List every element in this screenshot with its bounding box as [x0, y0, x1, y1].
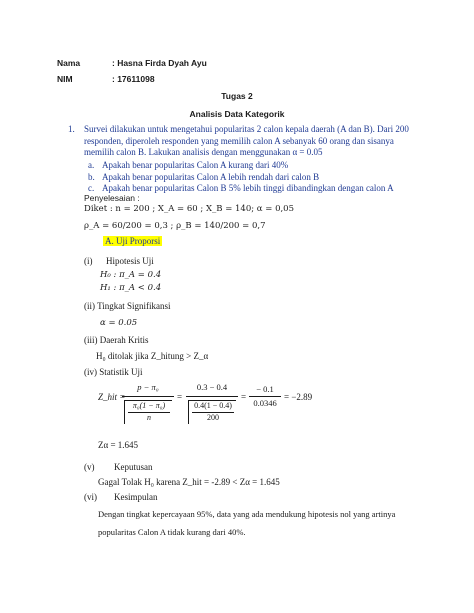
question-text: Survei dilakukan untuk mengetahui popularitas 2 calon kepala daerah (A dan B). Dari 200 responden, diperoleh responden yang memilih calon A sebanyak 60 orang dan sisanya memilih calon B. Lakukan analisis dengan menggunakan α = 0.05 — [84, 124, 409, 157]
step-2-title: (ii) Tingkat Signifikansi — [84, 301, 171, 311]
z-result: = −2.89 — [284, 392, 313, 402]
alpha-value: α = 0.05 — [100, 318, 138, 328]
nama-label: Nama — [57, 58, 81, 68]
section-a-heading: A. Uji Proporsi — [105, 236, 161, 246]
step-4-title: (iv) Statistik Uji — [84, 367, 143, 377]
frac1-numerator: p − π₀ — [137, 382, 159, 392]
decision-text: Gagal Tolak H₀ karena Z_hit = -2.89 < Zα = 1.645 — [98, 477, 280, 487]
step-5-title: Keputusan — [114, 462, 153, 472]
item-b-text: Apakah benar popularitas Calon A lebih rendah dari calon B — [102, 172, 320, 182]
step-1-label: (i) — [84, 256, 93, 266]
frac1-sqrt — [124, 400, 125, 424]
step-6-label: (vi) — [84, 492, 97, 502]
nim-label: NIM — [57, 74, 73, 84]
item-c-label: c. — [88, 183, 95, 193]
frac1-den-inner: π₀(1 − π₀) — [132, 401, 166, 410]
diket-line: Diket : n = 200 ; X_A = 60 ; X_B = 140; α = 0,05 — [84, 204, 294, 214]
nama-value: : Hasna Firda Dyah Ayu — [112, 58, 207, 68]
frac3-bar — [249, 396, 281, 397]
frac2-numerator: 0.3 − 0.4 — [196, 382, 228, 392]
step-1-title: Hipotesis Uji — [106, 256, 154, 266]
equals-1: = — [177, 392, 183, 402]
step-6-title: Kesimpulan — [114, 492, 158, 502]
frac1-bar — [122, 396, 174, 397]
frac3-denominator: 0.0346 — [253, 398, 277, 408]
frac1-den-n: n — [147, 413, 151, 422]
solution-heading: Penyelesaian : — [84, 193, 140, 203]
conclusion-line-2: popularitas Calon A tidak kurang dari 40%. — [98, 527, 246, 537]
frac2-sqrt — [188, 400, 189, 424]
critical-region: H₀ ditolak jika Z_hitung > Z_α — [96, 351, 209, 361]
frac2-den-inner: 0.4(1 − 0.4) — [194, 401, 232, 410]
item-c-text: Apakah benar popularitas Calon B 5% lebih tinggi dibandingkan dengan calon A — [102, 183, 394, 193]
equals-2: = — [241, 392, 247, 402]
title-line-1: Tugas 2 — [221, 91, 253, 101]
nim-value: : 17611098 — [112, 74, 155, 84]
proportions-line: ρ_A = 60/200 = 0,3 ; ρ_B = 140/200 = 0,7 — [84, 221, 266, 231]
question-number: 1. — [68, 124, 75, 134]
step-5-label: (v) — [84, 462, 95, 472]
item-a-text: Apakah benar popularitas Calon A kurang dari 40% — [102, 160, 289, 170]
frac3-numerator: − 0.1 — [256, 384, 274, 394]
item-a-label: a. — [88, 160, 95, 170]
frac2-bar — [186, 396, 238, 397]
z-lhs: Z_hit = — [98, 392, 126, 402]
hypothesis-h0: H₀ : π_A = 0.4 — [100, 270, 162, 280]
item-b-label: b. — [88, 172, 95, 182]
frac2-den-n: 200 — [207, 413, 219, 422]
title-line-2: Analisis Data Kategorik — [189, 109, 285, 119]
conclusion-line-1: Dengan tingkat kepercayaan 95%, data yang ada mendukung hipotesis nol yang artinya — [98, 509, 396, 519]
hypothesis-h1: H₁ : π_A < 0.4 — [100, 283, 162, 293]
z-alpha-value: Zα = 1.645 — [98, 440, 139, 450]
step-3-title: (iii) Daerah Kritis — [84, 335, 149, 345]
